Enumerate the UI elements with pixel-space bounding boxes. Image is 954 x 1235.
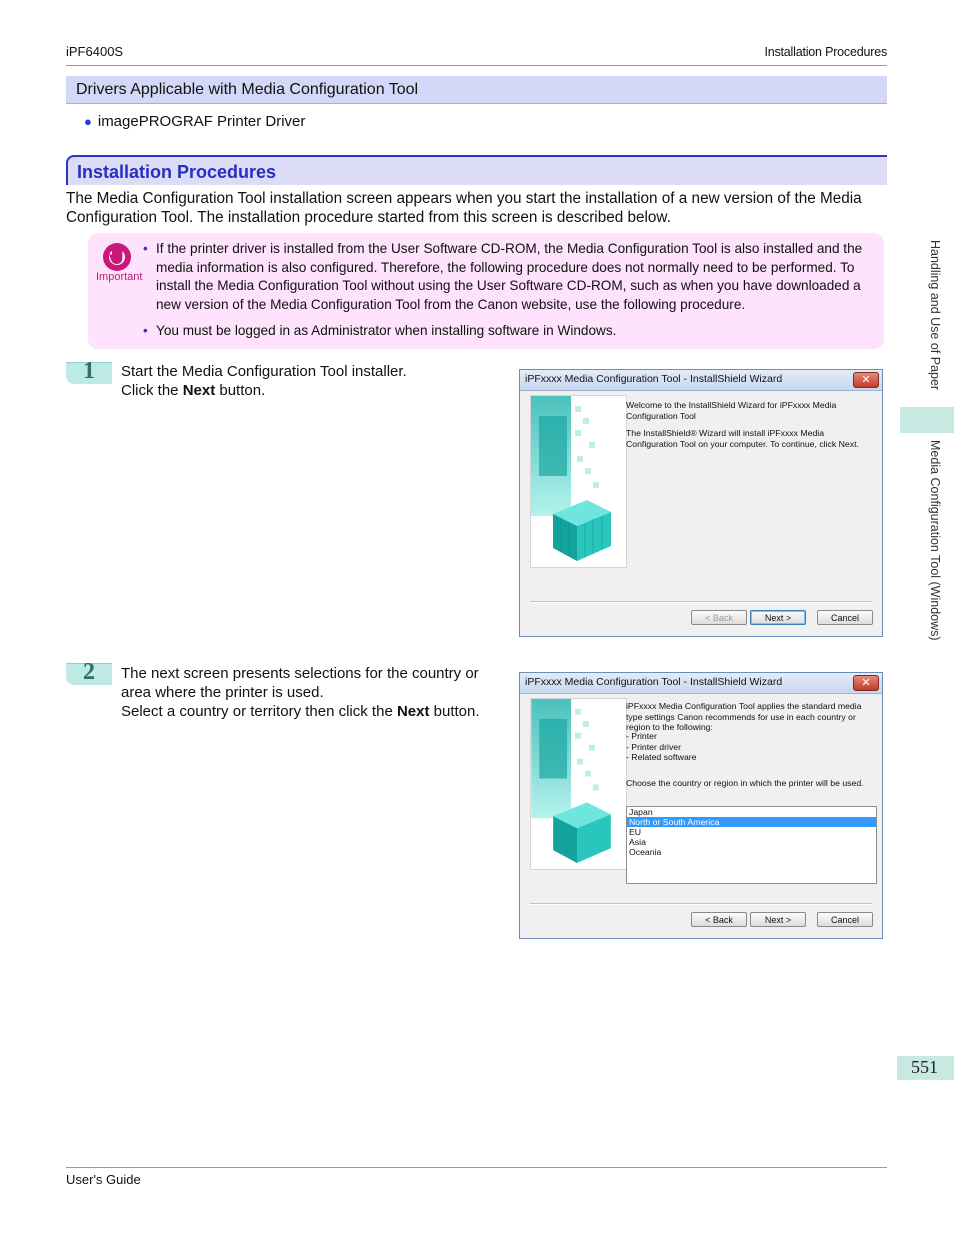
dialog-title: iPFxxxx Media Configuration Tool - InstallShield Wizard (525, 373, 783, 385)
subheading-title: Drivers Applicable with Media Configuration Tool (76, 81, 419, 98)
step-number: 2 (83, 659, 95, 685)
sidebar-section-label: Media Configuration Tool (Windows) (928, 440, 942, 641)
dialog-separator (530, 903, 872, 905)
next-button[interactable]: Next > (750, 912, 806, 927)
important-note (88, 233, 884, 349)
step-2-text (121, 664, 501, 721)
step-number-badge (66, 358, 112, 384)
wizard-country-screenshot (519, 672, 883, 939)
step-2-line2: Select a country or territory then click the Next button. (121, 703, 480, 720)
step-1-line2: Click the Next button. (121, 382, 266, 399)
important-item-text: You must be logged in as Administrator when installing software in Windows. (156, 323, 617, 338)
bullet-icon: • (143, 323, 148, 338)
country-description: iPFxxxx Media Configuration Tool applies the standard media type settings Canon recommends for use in each country or region to the following: (626, 701, 862, 732)
list-item[interactable]: Japan (629, 807, 653, 817)
dialog-titlebar (520, 673, 882, 694)
section-title: Installation Procedures (77, 162, 277, 182)
installer-artwork (530, 698, 627, 870)
header-divider (66, 65, 887, 66)
next-button[interactable]: Next > (750, 610, 806, 625)
welcome-body: The InstallShield® Wizard will install iPFxxxx Media Configuration Tool on your computer. To continue, click Next. (626, 428, 859, 449)
cancel-button[interactable]: Cancel (817, 610, 873, 625)
installer-artwork (530, 395, 627, 568)
header-model: iPF6400S (66, 44, 124, 59)
target-item: - Related software (626, 752, 697, 762)
important-list (143, 240, 873, 349)
step-1-text (121, 362, 501, 400)
welcome-heading: Welcome to the InstallShield Wizard for iPFxxxx Media Configuration Tool (626, 400, 837, 421)
bullet-icon: • (143, 241, 148, 256)
sidebar-active-tab (900, 407, 954, 433)
page-number-tab (897, 1056, 954, 1080)
important-label: Important (96, 271, 143, 283)
target-item: - Printer (626, 731, 657, 741)
cancel-button[interactable]: Cancel (817, 912, 873, 927)
step-number-badge (66, 659, 112, 685)
page-number: 551 (911, 1057, 938, 1077)
close-icon[interactable]: ✕ (853, 372, 879, 388)
back-button[interactable]: < Back (691, 610, 747, 625)
list-item-selected[interactable]: North or South America (627, 817, 876, 827)
footer-divider (66, 1167, 887, 1168)
sidebar-chapter-label: Handling and Use of Paper (928, 240, 942, 391)
step-number: 1 (83, 358, 95, 384)
footer-title: User's Guide (66, 1172, 141, 1187)
section-heading (66, 155, 887, 185)
back-button[interactable]: < Back (691, 912, 747, 927)
dialog-titlebar (520, 370, 882, 391)
dialog-title: iPFxxxx Media Configuration Tool - InstallShield Wizard (525, 676, 783, 688)
driver-list-item (84, 113, 305, 130)
cube-art-icon (531, 699, 624, 867)
target-list (626, 731, 878, 763)
important-item (143, 322, 873, 341)
list-item[interactable]: EU (629, 827, 642, 837)
country-prompt: Choose the country or region in which the printer will be used. (626, 778, 864, 788)
step-2-line1: The next screen presents selections for the country or area where the printer is used. (121, 665, 479, 701)
important-item (143, 240, 873, 314)
cube-art-icon (531, 396, 624, 565)
target-item: - Printer driver (626, 741, 682, 752)
step-1-line1: Start the Media Configuration Tool installer. (121, 363, 407, 380)
country-listbox[interactable] (626, 806, 877, 884)
header-section: Installation Procedures (764, 45, 887, 59)
important-item-text: If the printer driver is installed from the User Software CD-ROM, the Media Configuration Tool is also installed and the media information is also configured. Therefore, the following procedure does not normally need to be performed. To install the Media Configuration Tool without using the User Software CD-ROM, such as when you have downloaded a new version of the Media Configuration Tool from the Canon website, use the following procedure. (156, 241, 863, 312)
dialog-separator (530, 601, 872, 603)
hand-stop-icon (107, 245, 127, 267)
close-icon[interactable]: ✕ (853, 675, 879, 691)
section-intro: The Media Configuration Tool installation screen appears when you start the installation of a new version of the Media Configuration Tool. The installation procedure started from this screen is described below. (66, 190, 862, 226)
wizard-welcome-screenshot (519, 369, 883, 637)
list-item[interactable]: Asia (629, 837, 646, 847)
list-item[interactable]: Oceania (629, 847, 662, 857)
bullet-icon: ● (84, 114, 92, 129)
driver-name: imagePROGRAF Printer Driver (97, 113, 306, 130)
subheading-bar (66, 76, 887, 104)
